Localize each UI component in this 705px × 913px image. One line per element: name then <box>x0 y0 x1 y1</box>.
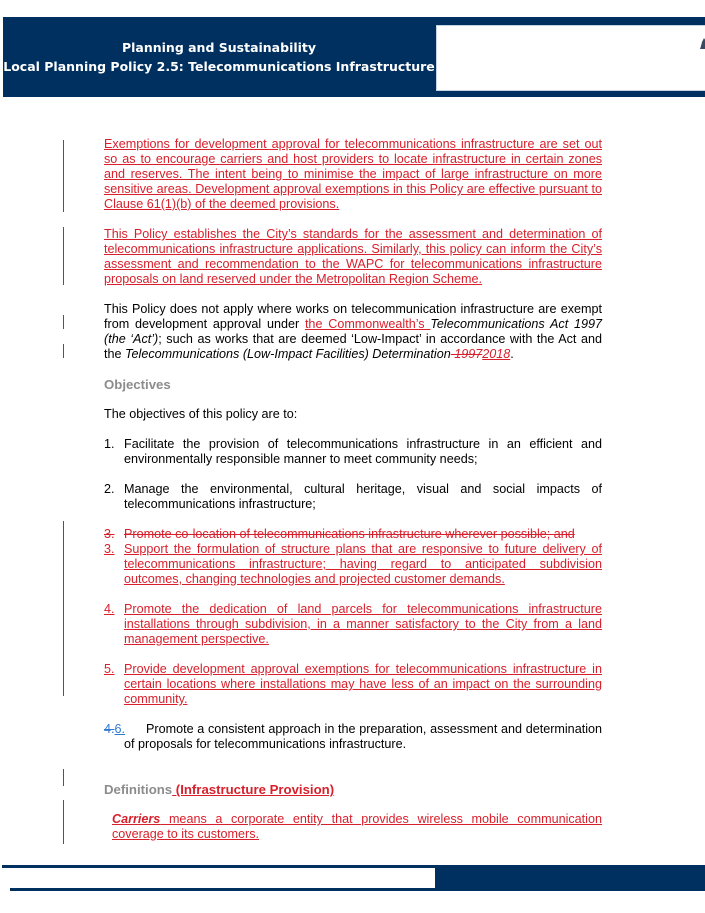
deleted-number: 4. <box>104 722 115 736</box>
objectives-list <box>104 437 602 752</box>
objective-item: 2. Manage the environmental, cultural heritage, visual and social impacts of telecommunications infrastructure; <box>104 482 602 511</box>
objective-item-inserted: 5. Provide development approval exemptions for telecommunications infrastructure in certain locations where installations may have less of an impact on the surrounding community. <box>104 662 602 706</box>
paragraph-applicability: This Policy does not apply where works on telecommunication infrastructure are exempt from development approval under the Commonwealth’s Telecommunications Act 1997 (the ‘Act’); such as works that are deemed ‘Low-Impact’ in accordance with the Act and the Telecommunications (Low-Impact Facilities) Determination 19972018. <box>104 302 602 361</box>
city-logo-icon <box>700 38 705 49</box>
change-bar <box>63 521 64 696</box>
inserted-text: 2018 <box>482 347 511 361</box>
footer-block <box>435 865 705 890</box>
policy-title: Local Planning Policy 2.5: Telecommunications Infrastructure <box>3 59 435 74</box>
change-bar <box>63 769 64 786</box>
logo-box <box>436 25 705 91</box>
inserted-text: the Commonwealth’s <box>304 317 431 331</box>
objectives-intro: The objectives of this policy are to: <box>104 407 298 421</box>
objective-item: 1. Facilitate the provision of telecommunications infrastructure in an efficient and environmentally responsible manner to meet community needs; <box>104 437 602 466</box>
change-bar <box>63 344 64 358</box>
deleted-text: 1997 <box>450 347 483 361</box>
department-name: Planning and Sustainability <box>121 40 317 55</box>
inserted-text: (Infrastructure Provision) <box>172 782 335 797</box>
objective-item-inserted: 3. Support the formulation of structure plans that are responsive to future delivery of telecommunications infrastructure; having regard to anticipated subdivision outcomes, changing technologies and projected customer demands. <box>104 542 602 586</box>
change-bar <box>63 800 64 844</box>
definition-term: Carriers <box>112 812 161 826</box>
header-title <box>3 17 435 97</box>
page-header <box>3 17 705 97</box>
change-bar <box>63 227 64 285</box>
inserted-number: 6. <box>114 722 126 736</box>
paragraph-exemptions: Exemptions for development approval for telecommunications infrastructure are set out so as to encourage carriers and host providers to locate infrastructure in certain zones and reserves. The intent being to minimise the impact of large infrastructure on more sensitive areas. Development approval exemptions in this Policy are effective pursuant to Clause 61(1)(b) of the deemed provisions. <box>104 137 602 211</box>
objective-item-deleted: 3. Promote co-location of telecommunications infrastructure wherever possible; and <box>104 527 575 541</box>
document-body <box>104 137 602 842</box>
change-bar <box>63 315 64 329</box>
definitions-heading: Definitions (Infrastructure Provision) <box>104 782 335 797</box>
objective-item-inserted: 4. Promote the dedication of land parcels for telecommunications infrastructure installations through subdivision, in a manner satisfactory to the City from a land management perspective. <box>104 602 602 646</box>
footer-rule-bottom <box>10 888 705 891</box>
objectives-heading: Objectives <box>104 377 171 392</box>
definition-carriers: Carriers means a corporate entity that provides wireless mobile communication coverage to its customers. <box>112 812 602 841</box>
objective-item: 4.6. Promote a consistent approach in the preparation, assessment and determination of proposals for telecommunications infrastructure. <box>104 722 602 751</box>
change-bar <box>63 140 64 212</box>
paragraph-standards: This Policy establishes the City’s standards for the assessment and determination of telecommunications infrastructure applications. Similarly, this policy can inform the City’s assessment and recommendation to the WAPC for telecommunications infrastructure proposals on land reserved under the Metropolitan Region Scheme. <box>104 227 602 286</box>
